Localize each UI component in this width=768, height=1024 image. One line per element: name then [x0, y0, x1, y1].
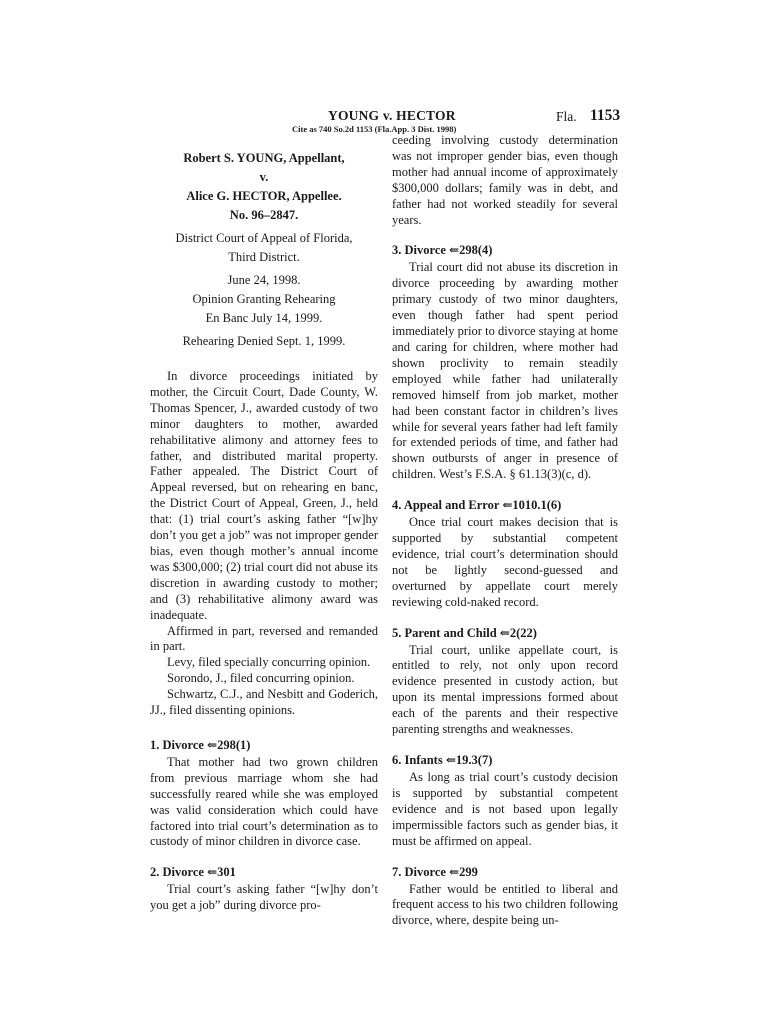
key-number-icon: ⇐ — [207, 865, 218, 880]
appellee-line: Alice G. HECTOR, Appellee. — [186, 189, 342, 203]
headnote — [392, 864, 618, 930]
right-column — [392, 133, 618, 929]
headnote-heading — [392, 625, 618, 641]
headnote-key: 301 — [217, 865, 236, 880]
rehearing-granted-line1: Opinion Granting Rehearing — [192, 292, 336, 306]
rehearing-denied: Rehearing Denied Sept. 1, 1999. — [182, 334, 346, 348]
appellant-line: Robert S. YOUNG, Appellant, — [183, 151, 345, 165]
headnote-text: Trial court did not abuse its discretion in divorce proceeding by awarding mother primary custody of two minor daughters, even though father had spent period immediately prior to divorce staying at home and caring for children, where mother had shown proclivity to remain steadily employed while father had unilaterally removed himself from job market, mother had been constant factor in children’s lives while for several years father had left family for extended periods of time, and father had shown outbursts of anger in presence of children. West’s F.S.A. § 61.13(3)(c, d). — [392, 260, 618, 482]
reporter-abbreviation: Fla. — [556, 109, 577, 124]
headnote-heading — [392, 864, 618, 880]
headnote-key: 1010.1(6) — [512, 498, 562, 513]
headnote — [150, 864, 378, 914]
court-name: District Court of Appeal of Florida, — [175, 231, 353, 245]
key-number-icon: ⇐ — [449, 864, 460, 879]
headnote-topic: Divorce — [404, 864, 446, 879]
headnote-key: 299 — [459, 864, 478, 879]
running-head-title: YOUNG v. HECTOR — [328, 108, 456, 123]
versus-line: v. — [259, 170, 269, 184]
concurring-note: Sorondo, J., filed concurring opinion. — [167, 671, 355, 686]
left-column — [150, 149, 378, 914]
headnote-key: 19.3(7) — [455, 753, 493, 767]
headnote — [392, 242, 618, 483]
headnote — [392, 497, 618, 610]
dissenting-note: Schwartz, C.J., and Nesbitt and Goderich, JJ., filed dissenting opinions. — [150, 687, 378, 718]
headnote-text: Father would be entitled to liberal and frequent access to his two children following divorce, where, despite being un- — [392, 881, 618, 928]
citation-line: Cite as 740 So.2d 1153 (Fla.App. 3 Dist. 1998) — [292, 124, 457, 134]
key-number-icon: ⇐ — [502, 498, 513, 513]
headnote-number: 6. — [392, 753, 402, 767]
headnote-topic: Infants — [404, 753, 443, 767]
headnote — [392, 752, 618, 850]
synopsis-paragraph: In divorce proceedings initiated by mother, the Circuit Court, Dade County, W. Thomas Spencer, J., awarded custody of two minor daughters to mother, awarded rehabilitative alimony and attorney fees to father, and distributed marital property. Father appealed. The District Court of Appeal reversed, but on rehearing en banc, the District Court of Appeal, Green, J., held that: (1) trial court’s asking father “[w]hy don’t you get a job” was not improper gender bias, even though mother’s annual income was $300,000; (2) trial court did not abuse its discretion in awarding custody to mother; and (3) rehabilitative alimony award was inadequate. — [150, 369, 378, 622]
headnote-heading — [150, 737, 378, 753]
headnote-number: 7. — [392, 864, 402, 879]
headnote-topic: Appeal and Error — [403, 498, 500, 513]
headnote-text: As long as trial court’s custody decision is supported by substantial competent evidence and is not based upon legally impermissible factors such as gender bias, it must be affirmed on appeal. — [392, 770, 618, 848]
court-district: Third District. — [228, 250, 300, 264]
headnote-topic: Divorce — [162, 865, 204, 880]
headnote-topic: Divorce — [162, 737, 204, 752]
headnote-key: 298(4) — [459, 243, 493, 258]
docket-number: No. 96–2847. — [229, 208, 299, 222]
headnote-key: 298(1) — [217, 737, 251, 752]
key-number-icon: ⇐ — [499, 625, 510, 640]
headnote-number: 2. — [150, 865, 160, 880]
key-number-icon: ⇐ — [449, 243, 460, 258]
headnote-number: 1. — [150, 737, 160, 752]
rehearing-granted-line2: En Banc July 14, 1999. — [205, 311, 323, 325]
page-number: 1153 — [590, 107, 621, 124]
headnote-topic: Divorce — [404, 243, 446, 258]
headnote-text: That mother had two grown children from previous marriage whom she had successfully reared while she was employed was valid consideration which could have factored into trial court’s determination as to custody of minor children in divorce case. — [150, 754, 378, 849]
headnote-text: Trial court’s asking father “[w]hy don’t you get a job” during divorce pro- — [150, 882, 378, 913]
disposition: Affirmed in part, reversed and remanded in part. — [150, 623, 378, 654]
headnote-number: 3. — [392, 243, 402, 258]
headnote-topic: Parent and Child — [404, 625, 497, 640]
headnote-heading — [150, 864, 378, 880]
headnote-continuation: ceeding involving custody determination was not improper gender bias, even though mother had annual income of approximately $300,000 dollars; family was in debt, and father had not worked steadily for several years. — [392, 133, 618, 227]
concurring-note: Levy, filed specially concurring opinion. — [167, 655, 371, 670]
decision-date: June 24, 1998. — [227, 273, 301, 287]
key-number-icon: ⇐ — [207, 737, 218, 752]
headnote — [150, 737, 378, 850]
headnote-heading — [392, 497, 618, 513]
headnote-key: 2(22) — [509, 625, 537, 640]
headnote-text: Trial court, unlike appellate court, is entitled to rely, not only upon record evidence presented in custody action, but upon its mental impressions formed about each of the parents and their respective parenting strengths and weaknesses. — [392, 642, 618, 737]
headnote-number: 5. — [392, 625, 402, 640]
headnote-number: 4. — [392, 498, 402, 513]
headnote-heading — [392, 242, 618, 258]
headnote-heading — [392, 752, 618, 768]
headnote — [392, 625, 618, 738]
key-number-icon: ⇐ — [445, 753, 456, 767]
headnote-text: Once trial court makes decision that is supported by substantial competent evidence, trial court’s determination should not be lightly second-guessed and overturned by appellate court merely reviewing cold-naked record. — [392, 515, 618, 609]
